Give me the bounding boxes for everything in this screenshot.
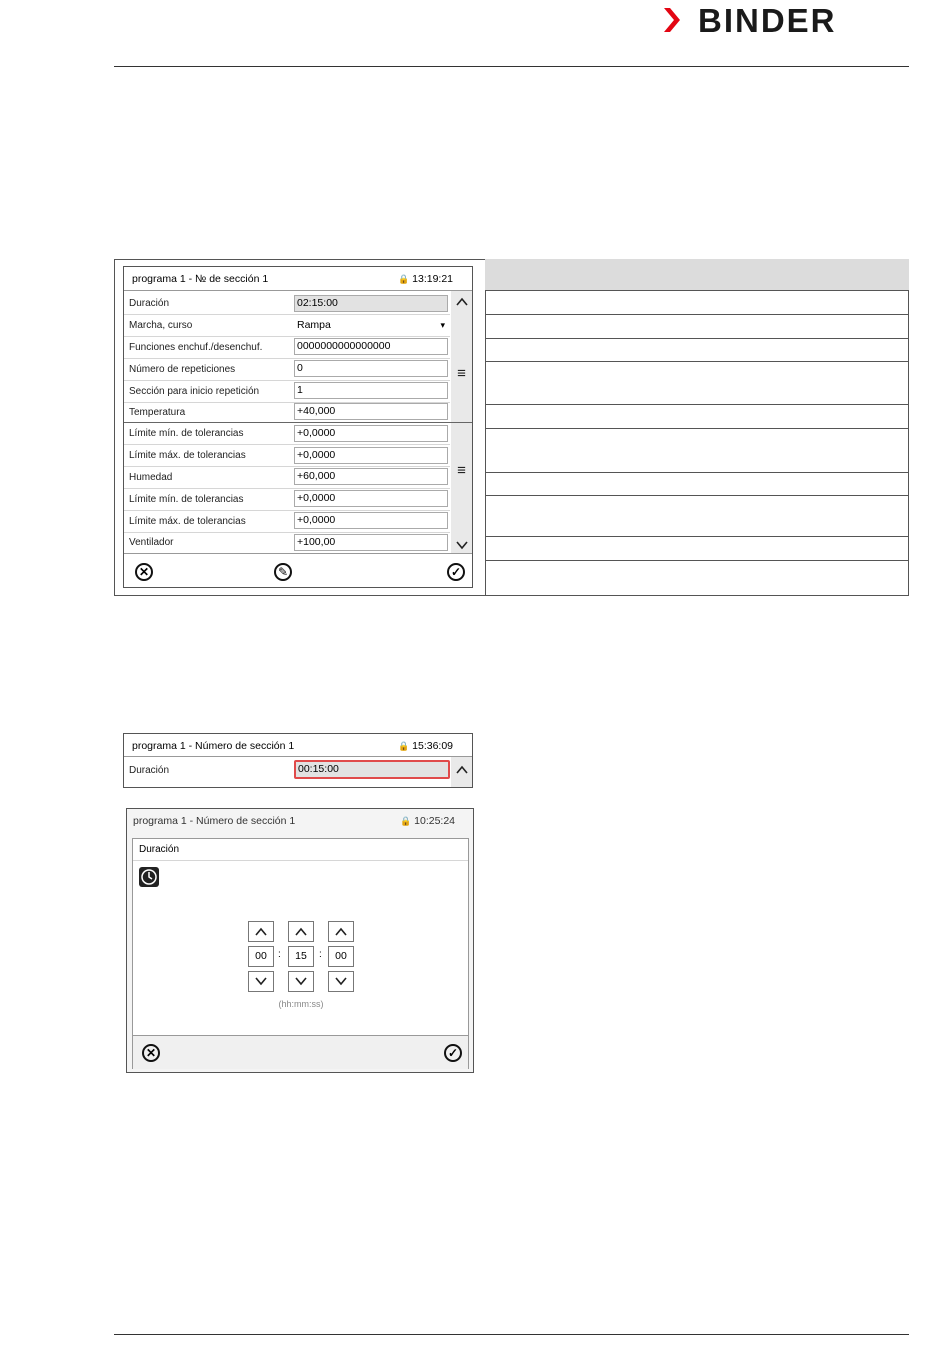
duration-label: Duración — [129, 765, 170, 776]
lock-user-icon: 🔒 — [398, 274, 410, 284]
mode-dropdown[interactable]: Rampa ▾ — [294, 317, 448, 334]
temperature-label: Temperatura — [129, 407, 186, 418]
confirm-button[interactable]: ✓ — [444, 1044, 462, 1062]
minutes-field[interactable]: 15 — [288, 946, 314, 967]
humidity-tolerance-min-field[interactable]: +0,0000 — [294, 490, 448, 507]
fan-label: Ventilador — [129, 537, 174, 548]
repetitions-label: Número de repeticiones — [129, 364, 236, 375]
humidity-label: Humedad — [129, 472, 173, 483]
humidity-field[interactable]: +60,000 — [294, 468, 448, 485]
clock: 🔒 10:25:24 — [400, 815, 456, 827]
seconds-up-button[interactable] — [328, 921, 354, 942]
lock-user-icon: 🔒 — [400, 816, 412, 826]
dropdown-arrow-icon: ▾ — [440, 320, 445, 330]
clock: 🔒 13:19:21 — [398, 273, 454, 285]
screen-title: programa 1 - Número de sección 1 — [133, 815, 296, 827]
humidity-tolerance-max-label: Límite máx. de tolerancias — [129, 516, 246, 527]
menu-icon[interactable]: ≡ — [457, 462, 466, 479]
screen-title: programa 1 - № de sección 1 — [132, 273, 269, 285]
scroll-up-icon[interactable] — [453, 761, 470, 778]
clock-icon — [139, 867, 159, 887]
binder-logo-icon — [662, 6, 690, 34]
hours-field[interactable]: 00 — [248, 946, 274, 967]
humidity-tolerance-min-label: Límite mín. de tolerancias — [129, 494, 244, 505]
duration-field-highlighted[interactable]: 00:15:00 — [294, 760, 450, 779]
seconds-field[interactable]: 00 — [328, 946, 354, 967]
tolerance-min-label: Límite mín. de tolerancias — [129, 428, 244, 439]
tolerance-max-label: Límite máx. de tolerancias — [129, 450, 246, 461]
duration-dialog-screen — [126, 808, 474, 1073]
mode-label: Marcha, curso — [129, 320, 193, 331]
dialog-title: Duración — [139, 844, 180, 855]
duration-row-screen — [123, 733, 473, 788]
format-hint: (hh:mm:ss) — [278, 999, 324, 1009]
clock: 🔒 15:36:09 — [398, 740, 454, 752]
switch-functions-label: Funciones enchuf./desenchuf. — [129, 342, 263, 353]
tolerance-max-field[interactable]: +0,0000 — [294, 447, 448, 464]
duration-label: Duración — [129, 298, 170, 309]
repeat-start-label: Sección para inicio repetición — [129, 386, 260, 397]
footer-divider — [114, 1334, 909, 1335]
hours-up-button[interactable] — [248, 921, 274, 942]
duration-dialog: Duración 00 : 15 : 00 (hh:mm:ss) ✕ ✓ — [132, 838, 469, 1069]
hours-down-button[interactable] — [248, 971, 274, 992]
cancel-button[interactable]: ✕ — [142, 1044, 160, 1062]
cancel-button[interactable]: ✕ — [135, 563, 153, 581]
fan-field[interactable]: +100,00 — [294, 534, 448, 551]
program-section-screen — [123, 266, 473, 588]
edit-button[interactable]: ✎ — [274, 563, 292, 581]
tolerance-min-field[interactable]: +0,0000 — [294, 425, 448, 442]
confirm-button[interactable]: ✓ — [447, 563, 465, 581]
menu-icon[interactable]: ≡ — [457, 365, 466, 382]
screen-title: programa 1 - Número de sección 1 — [132, 740, 295, 752]
switch-functions-field[interactable]: 0000000000000000 — [294, 338, 448, 355]
lock-user-icon: 🔒 — [398, 741, 410, 751]
seconds-down-button[interactable] — [328, 971, 354, 992]
header-divider — [114, 66, 909, 67]
minutes-up-button[interactable] — [288, 921, 314, 942]
repeat-start-field[interactable]: 1 — [294, 382, 448, 399]
table-header-cell — [485, 259, 909, 291]
duration-field[interactable]: 02:15:00 — [294, 295, 448, 312]
scroll-down-icon[interactable] — [453, 537, 470, 554]
humidity-tolerance-max-field[interactable]: +0,0000 — [294, 512, 448, 529]
scroll-up-icon[interactable] — [453, 293, 470, 310]
temperature-field[interactable]: +40,000 — [294, 403, 448, 420]
brand-logo: BINDER — [698, 2, 837, 39]
minutes-down-button[interactable] — [288, 971, 314, 992]
repetitions-field[interactable]: 0 — [294, 360, 448, 377]
